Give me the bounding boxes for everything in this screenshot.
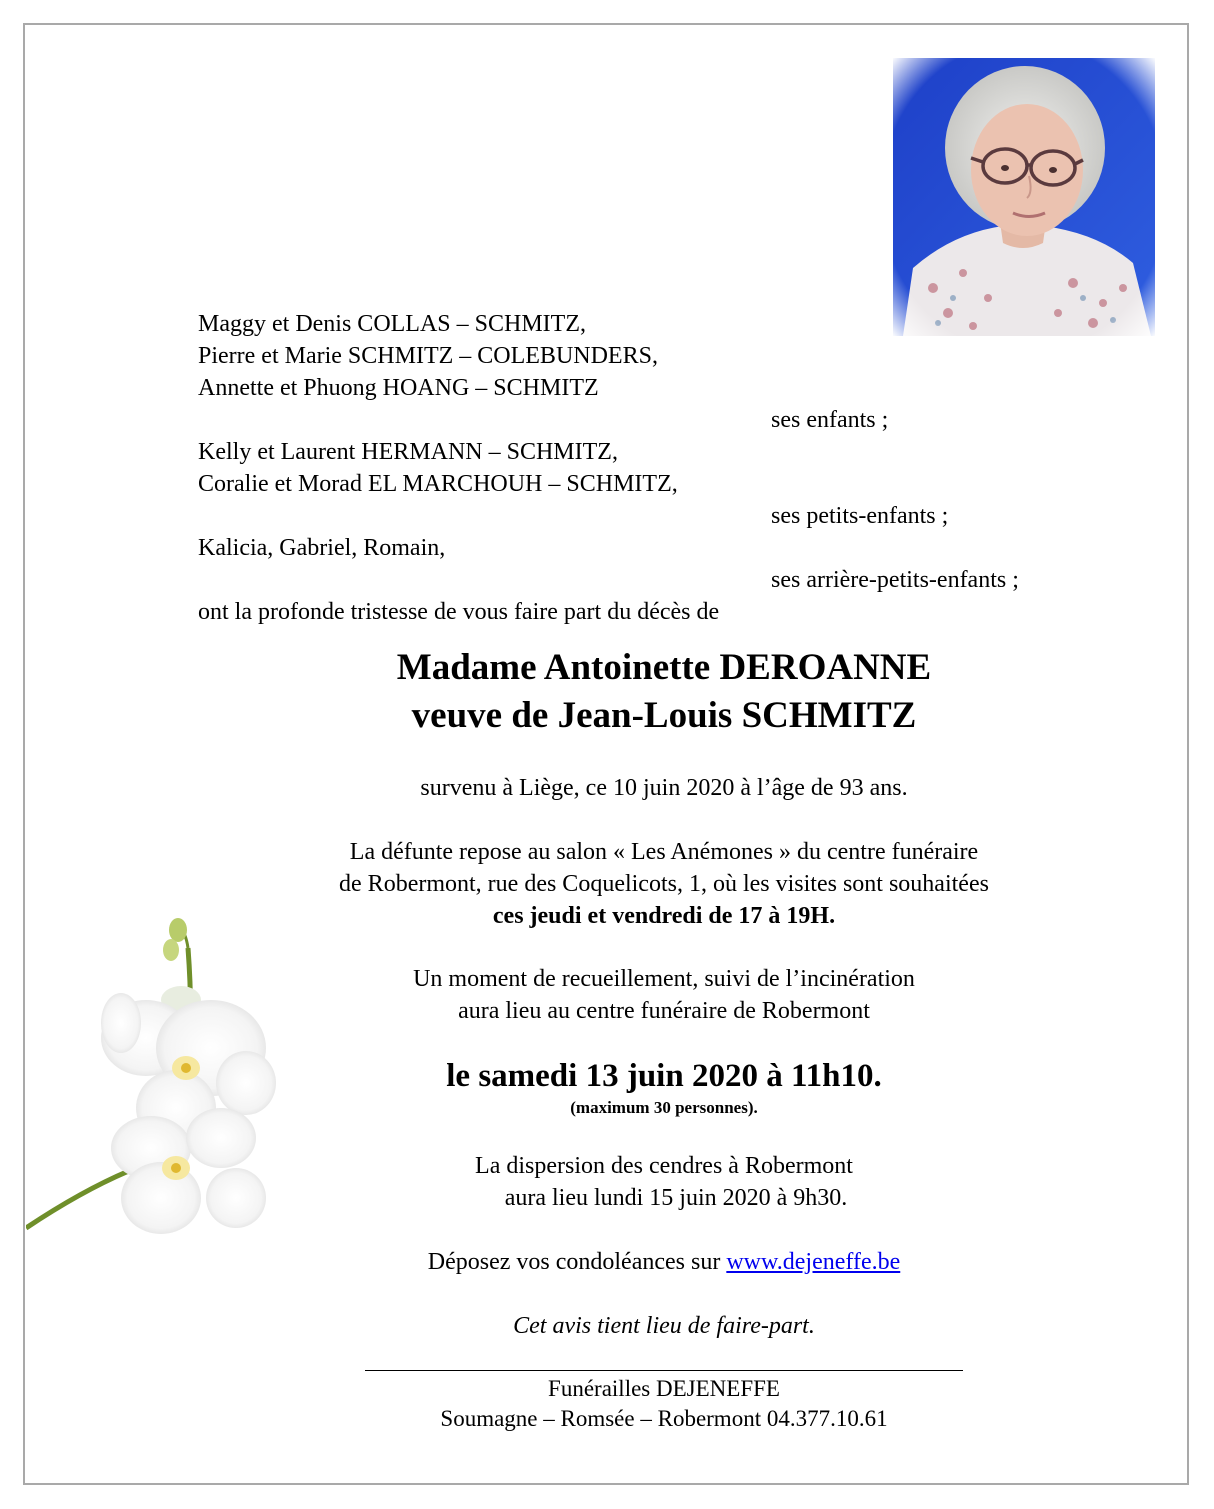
condolences-line [200,1246,1128,1278]
great-grandchildren-names: Kalicia, Gabriel, Romain, [198,535,446,561]
child-family-1: Maggy et Denis COLLAS – SCHMITZ, [198,311,586,337]
dispersion-line-2: aura lieu lundi 15 juin 2020 à 9h30. [504,1185,848,1211]
visitation-hours: ces jeudi et vendredi de 17 à 19H. [492,903,836,929]
deceased-widow-of: veuve de Jean-Louis SCHMITZ [411,695,917,736]
dispersion-line-1: La dispersion des cendres à Robermont [475,1153,853,1179]
orchid-decoration [26,908,326,1278]
condolences-link[interactable]: www.dejeneffe.be [726,1249,901,1275]
ceremony-line-1: Un moment de recueillement, suivi de l’incinération [413,966,915,992]
footer-locations-phone: Soumagne – Romsée – Robermont 04.377.10.61 [440,1406,888,1431]
ceremony-line-2: aura lieu au centre funéraire de Robermont [458,998,870,1024]
great-grandchildren-label: ses arrière-petits-enfants ; [771,567,1019,593]
announcement-text: ont la profonde tristesse de vous faire part du décès de [198,599,720,625]
ceremony-date: le samedi 13 juin 2020 à 11h10. [446,1058,882,1094]
death-info: survenu à Liège, ce 10 juin 2020 à l’âge de 93 ans. [420,775,908,801]
portrait-photo [893,58,1155,336]
grandchildren-label: ses petits-enfants ; [771,503,949,529]
footer-divider [365,1370,963,1371]
grandchild-family-1: Kelly et Laurent HERMANN – SCHMITZ, [198,439,618,465]
condolences-text: Déposez vos condoléances sur [427,1249,727,1275]
deceased-name: Madame Antoinette DEROANNE [396,647,932,688]
footer-company: Funérailles DEJENEFFE [548,1376,780,1401]
notice-text: Cet avis tient lieu de faire-part. [513,1313,815,1339]
child-family-2: Pierre et Marie SCHMITZ – COLEBUNDERS, [198,343,658,369]
grandchild-family-2: Coralie et Morad EL MARCHOUH – SCHMITZ, [198,471,678,497]
visitation-line-2: de Robermont, rue des Coquelicots, 1, où les visites sont souhaitées [339,871,989,897]
ceremony-capacity: (maximum 30 personnes). [570,1098,758,1117]
children-label: ses enfants ; [771,407,889,433]
visitation-line-1: La défunte repose au salon « Les Anémones » du centre funéraire [349,839,979,865]
child-family-3: Annette et Phuong HOANG – SCHMITZ [198,375,599,401]
